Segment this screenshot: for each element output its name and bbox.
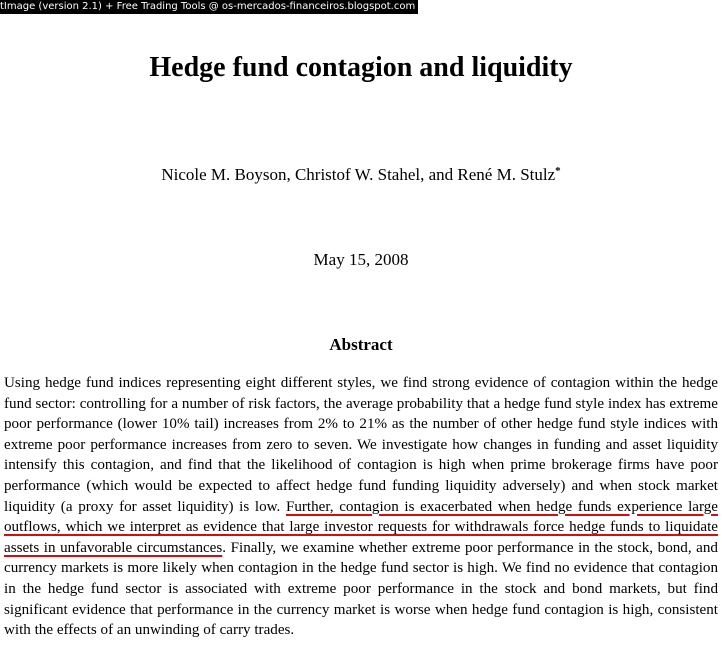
publication-date: May 15, 2008 (313, 250, 409, 269)
abstract-highlighted-sentence: Further, contagion is exacerbated when hedge funds experience large outflows, which we interpret as evidence that large investor requests for withdrawals force hedge funds to liquidate assets in unfavorable circumstances (4, 498, 718, 556)
paper-title: Hedge fund contagion and liquidity (149, 52, 573, 83)
abstract-body (4, 373, 718, 641)
author-line (0, 163, 722, 187)
author-footnote-mark: * (555, 165, 561, 177)
abstract-text-intro: Using hedge fund indices representing eight different styles, we find strong evidence of contagion within the hedge fund sector: controlling for a number of risk factors, the average probability that a hedge fund style index has extreme poor performance (lower 10% tail) increases from 2% to 21% as the number of other hedge fund style indices with extreme poor performance increases from zero to seven. We investigate how changes in funding and asset liquidity intensify this contagion, and find that the likelihood of contagion is high when prime brokerage firms have poor performance (which would be expected to affect hedge fund funding liquidity adversely) and when stock market liquidity (a proxy for asset liquidity) is low. (4, 375, 718, 515)
abstract-heading: Abstract (329, 335, 393, 354)
watermark-banner: tImage (version 2.1) + Free Trading Tools @ os-mercados-financeiros.blogspot.com (0, 0, 418, 14)
abstract-text-conclusion: . Finally, we examine whether extreme poor performance in the stock, bond, and currency markets is more likely when contagion in the hedge fund sector is high. We find no evidence that contagion in the hedge fund sector is associated with extreme poor performance in the stock and bond markets, but find significant evidence that performance in the currency market is worse when hedge fund contagion is high, consistent with the effects of an unwinding of carry trades. (4, 539, 718, 639)
author-names: Nicole M. Boyson, Christof W. Stahel, and René M. Stulz (161, 165, 556, 184)
